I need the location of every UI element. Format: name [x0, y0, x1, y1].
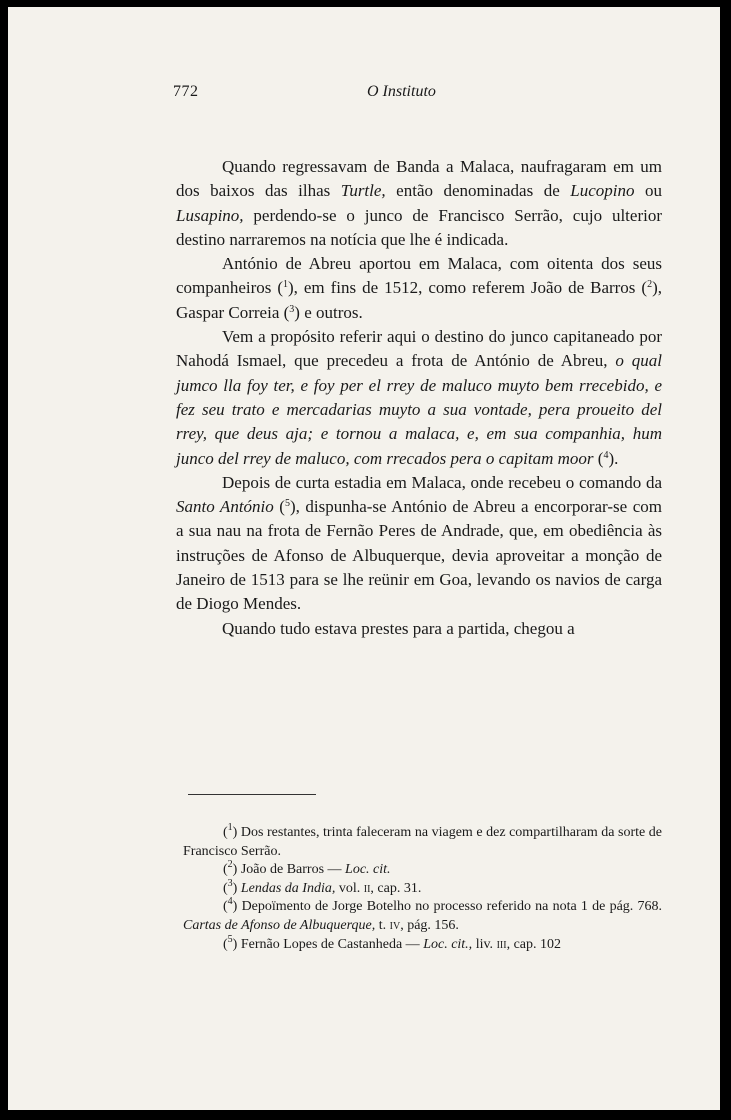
italic-text: Cartas de Afonso de Albuquerque,: [183, 917, 376, 933]
footnote-4: ($^4$) Depoïmento de Jorge Botelho no processo referido na nota 1 de pág. 768. Cartas de Afonso de Albuquerque, t. iv, pág. 156.: [183, 896, 663, 933]
text: , cap. 102: [506, 936, 561, 952]
text: (: [593, 448, 604, 468]
text: Quando tudo estava prestes para a partida, chegou a: [222, 618, 575, 638]
footnote-mark: 2: [227, 859, 233, 871]
text: , cap. 31.: [370, 880, 422, 896]
footnote-1: ($^1$) Dos restantes, trinta faleceram na viagem e dez compartilharam da sorte de Francisco Serrão.: [183, 822, 662, 859]
text: Fernão Lopes de Castanheda —: [240, 936, 424, 952]
italic-quote: o qual jumco lla foy ter, e foy per el rrey de maluco muyto bem rrecebido, e fez seu trato e mercadarias muyto a sua vontade, pera proueito del rrey, que deus aja; e tornou a malaca, e, em sua companhia, hum junco del rrey de maluco, com rrecados pera o capitam moor: [176, 351, 662, 468]
footnote-ref: 1: [283, 279, 288, 291]
text: t.: [375, 917, 390, 933]
text: , pág. 156.: [400, 917, 459, 933]
text: Depoïmento de Jorge Botelho no processo referido na nota 1 de pág. 768.: [241, 899, 663, 915]
text: António de Abreu aportou em Malaca, com oitenta dos seus companheiros (: [176, 254, 662, 298]
footnote-divider: [188, 794, 316, 795]
text: João de Barros —: [240, 862, 346, 878]
footnote-mark: 4: [227, 896, 233, 908]
paragraph-2: [176, 252, 662, 325]
footnote-ref: 5: [284, 498, 290, 510]
text: Quando regressavam de Banda a Malaca, naufragaram em um dos baixos das ilhas: [176, 157, 662, 201]
italic-text: Santo António: [176, 497, 274, 517]
text: ), em fins de 1512, como referem João de Barros (: [288, 278, 648, 298]
italic-text: Loc. cit.,: [423, 936, 473, 952]
paragraph-4: [176, 471, 662, 617]
text: (: [273, 497, 285, 517]
text: ).: [608, 448, 619, 468]
body-text: [176, 155, 662, 641]
text: Vem a propósito referir aqui o destino do junco capitaneado por Nahodá Ismael, que precedeu a frota de António de Abreu,: [176, 327, 662, 371]
running-title: O Instituto: [367, 83, 436, 100]
text: Dos restantes, trinta faleceram na viagem e dez compartilharam da sorte de Francisco Serrão.: [183, 825, 662, 859]
footnote-2: ($^2$) João de Barros — Loc. cit.: [223, 859, 391, 878]
text: ), dispunha-se António de Abreu a encorporar-se com a sua nau na frota de Fernão Peres de Andrade, que, em obediência às instruções de Afonso de Albuquerque, devia aproveitar a monção de Janeiro de 1513 para se lhe reünir em Goa, levando os navios de carga de Diogo Mendes.: [176, 497, 662, 614]
italic-text: Loc. cit.: [345, 862, 391, 878]
text: ) e outros.: [294, 302, 363, 322]
footnote-mark: 5: [227, 933, 233, 945]
italic-text: Lucopino: [570, 181, 635, 201]
text: liv.: [472, 936, 497, 952]
footnote-ref: 4: [603, 449, 609, 461]
volume-number: iv: [389, 917, 401, 933]
text: ou: [634, 181, 663, 201]
book-page: [8, 7, 720, 1110]
volume-number: iii: [496, 936, 507, 952]
paragraph-1: [176, 155, 662, 252]
volume-number: ii: [363, 880, 371, 896]
text: ), Gaspar Correia (: [176, 278, 662, 322]
italic-text: Lusapino,: [176, 205, 244, 225]
italic-text: Turtle,: [340, 181, 386, 201]
running-header: [173, 83, 463, 107]
text: vol.: [335, 880, 364, 896]
footnote-3: ($^3$) Lendas da India, vol. ii, cap. 31.: [223, 877, 422, 896]
footnote-ref: 3: [289, 303, 295, 315]
text: então denominadas de: [385, 181, 571, 201]
italic-text: Lendas da India,: [240, 880, 336, 896]
footnotes: [183, 824, 662, 954]
text: perdendo-se o junco de Francisco Serrão, cujo ulterior destino narraremos na notícia que lhe é indicada.: [176, 205, 662, 249]
page-number: 772: [173, 83, 199, 100]
footnote-mark: 1: [227, 822, 233, 833]
footnote-mark: 3: [227, 877, 233, 889]
paragraph-3: [176, 325, 662, 471]
text: Depois de curta estadia em Malaca, onde recebeu o comando da: [222, 472, 662, 492]
paragraph-5: [176, 617, 662, 641]
footnote-ref: 2: [647, 279, 653, 291]
footnote-5: ($^5$) Fernão Lopes de Castanheda — Loc. cit., liv. iii, cap. 102: [223, 933, 561, 952]
